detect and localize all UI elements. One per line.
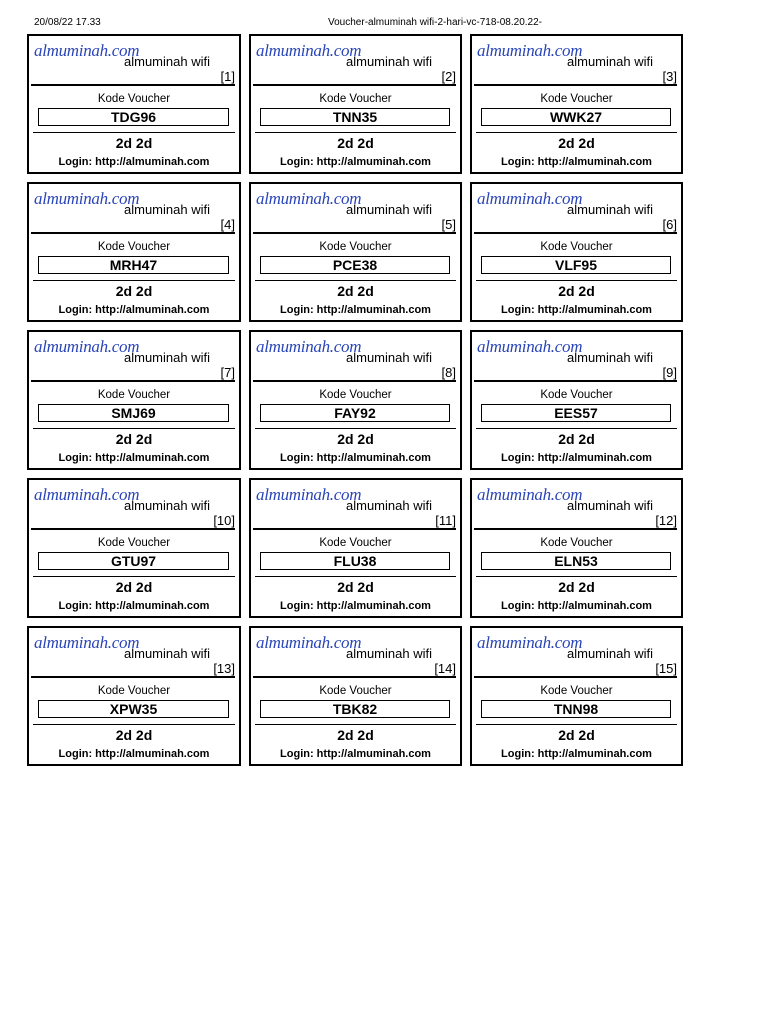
divider xyxy=(474,676,677,678)
login-url: Login: http://almuminah.com xyxy=(58,748,210,760)
voucher-duration: 2d 2d xyxy=(558,579,595,595)
wifi-name: almuminah wifi xyxy=(567,350,653,365)
voucher-duration: 2d 2d xyxy=(115,283,153,299)
voucher-number: [6] xyxy=(662,217,677,232)
voucher-card xyxy=(249,626,462,766)
login-url: Login: http://almuminah.com xyxy=(280,748,431,760)
voucher-code: FLU38 xyxy=(260,552,450,570)
wifi-name: almuminah wifi xyxy=(124,54,210,69)
voucher-code: MRH47 xyxy=(38,256,229,274)
divider xyxy=(474,380,677,382)
kode-voucher-label: Kode Voucher xyxy=(319,389,392,401)
brand-logo-text: almuminah.com xyxy=(477,41,583,60)
login-url: Login: http://almuminah.com xyxy=(501,600,652,612)
voucher-code: WWK27 xyxy=(481,108,671,126)
voucher-number: [13] xyxy=(213,661,235,676)
voucher-duration: 2d 2d xyxy=(115,727,153,743)
kode-voucher-label: Kode Voucher xyxy=(97,241,171,253)
wifi-name: almuminah wifi xyxy=(346,54,432,69)
login-url: Login: http://almuminah.com xyxy=(280,304,431,316)
brand-logo-text: almuminah.com xyxy=(256,41,362,60)
wifi-name: almuminah wifi xyxy=(567,646,653,661)
voucher-code: VLF95 xyxy=(481,256,671,274)
wifi-name: almuminah wifi xyxy=(124,350,210,365)
voucher-number: [7] xyxy=(220,365,235,380)
kode-voucher-label: Kode Voucher xyxy=(97,93,171,105)
brand-logo-text: almuminah.com xyxy=(477,337,583,356)
login-url: Login: http://almuminah.com xyxy=(58,304,210,316)
voucher-duration: 2d 2d xyxy=(115,431,153,447)
divider xyxy=(33,724,235,725)
voucher-card xyxy=(27,34,241,174)
divider xyxy=(31,676,235,678)
wifi-name: almuminah wifi xyxy=(346,646,432,661)
voucher-code: TBK82 xyxy=(260,700,450,718)
divider xyxy=(476,428,677,429)
voucher-number: [2] xyxy=(441,69,456,84)
voucher-duration: 2d 2d xyxy=(558,431,595,447)
voucher-code: XPW35 xyxy=(38,700,229,718)
kode-voucher-label: Kode Voucher xyxy=(319,685,392,697)
page-title: Voucher-almuminah wifi-2-hari-vc-718-08.20.22- xyxy=(328,17,542,28)
voucher-code: FAY92 xyxy=(260,404,450,422)
kode-voucher-label: Kode Voucher xyxy=(97,389,171,401)
voucher-number: [5] xyxy=(441,217,456,232)
voucher-card xyxy=(470,330,683,470)
wifi-name: almuminah wifi xyxy=(124,202,210,217)
divider xyxy=(253,84,456,86)
brand-logo-text: almuminah.com xyxy=(34,485,140,504)
voucher-number: [15] xyxy=(655,661,677,676)
voucher-duration: 2d 2d xyxy=(558,283,595,299)
kode-voucher-label: Kode Voucher xyxy=(540,537,613,549)
voucher-duration: 2d 2d xyxy=(115,135,153,151)
login-url: Login: http://almuminah.com xyxy=(280,156,431,168)
brand-logo-text: almuminah.com xyxy=(256,633,362,652)
kode-voucher-label: Kode Voucher xyxy=(319,537,392,549)
divider xyxy=(255,280,456,281)
voucher-card xyxy=(249,182,462,322)
brand-logo-text: almuminah.com xyxy=(34,337,140,356)
divider xyxy=(31,380,235,382)
divider xyxy=(476,576,677,577)
voucher-number: [10] xyxy=(213,513,235,528)
voucher-number: [1] xyxy=(220,69,235,84)
divider xyxy=(253,232,456,234)
voucher-card xyxy=(27,330,241,470)
divider xyxy=(33,576,235,577)
brand-logo-text: almuminah.com xyxy=(34,189,140,208)
voucher-duration: 2d 2d xyxy=(337,727,374,743)
divider xyxy=(253,676,456,678)
voucher-code: PCE38 xyxy=(260,256,450,274)
brand-logo-text: almuminah.com xyxy=(256,485,362,504)
voucher-code: SMJ69 xyxy=(38,404,229,422)
login-url: Login: http://almuminah.com xyxy=(501,156,652,168)
print-date: 20/08/22 17.33 xyxy=(34,17,101,28)
voucher-card xyxy=(470,478,683,618)
voucher-number: [14] xyxy=(434,661,456,676)
voucher-duration: 2d 2d xyxy=(337,579,374,595)
voucher-number: [4] xyxy=(220,217,235,232)
divider xyxy=(253,528,456,530)
divider xyxy=(31,528,235,530)
divider xyxy=(476,280,677,281)
voucher-card xyxy=(27,182,241,322)
voucher-number: [11] xyxy=(435,513,456,528)
voucher-duration: 2d 2d xyxy=(558,727,595,743)
voucher-duration: 2d 2d xyxy=(115,579,153,595)
wifi-name: almuminah wifi xyxy=(567,54,653,69)
voucher-card xyxy=(249,478,462,618)
divider xyxy=(255,428,456,429)
voucher-duration: 2d 2d xyxy=(337,431,374,447)
wifi-name: almuminah wifi xyxy=(124,646,210,661)
kode-voucher-label: Kode Voucher xyxy=(97,537,171,549)
kode-voucher-label: Kode Voucher xyxy=(540,93,613,105)
wifi-name: almuminah wifi xyxy=(346,498,432,513)
voucher-number: [12] xyxy=(655,513,677,528)
brand-logo-text: almuminah.com xyxy=(256,189,362,208)
voucher-code: TNN35 xyxy=(260,108,450,126)
divider xyxy=(255,576,456,577)
divider xyxy=(33,428,235,429)
divider xyxy=(33,280,235,281)
voucher-code: ELN53 xyxy=(481,552,671,570)
login-url: Login: http://almuminah.com xyxy=(501,452,652,464)
voucher-card xyxy=(470,182,683,322)
brand-logo-text: almuminah.com xyxy=(34,633,140,652)
wifi-name: almuminah wifi xyxy=(346,350,432,365)
voucher-code: TDG96 xyxy=(38,108,229,126)
divider xyxy=(33,132,235,133)
login-url: Login: http://almuminah.com xyxy=(501,304,652,316)
kode-voucher-label: Kode Voucher xyxy=(540,685,613,697)
wifi-name: almuminah wifi xyxy=(567,202,653,217)
voucher-card xyxy=(27,478,241,618)
kode-voucher-label: Kode Voucher xyxy=(319,241,392,253)
login-url: Login: http://almuminah.com xyxy=(280,452,431,464)
voucher-grid xyxy=(27,34,683,766)
divider xyxy=(476,724,677,725)
voucher-number: [8] xyxy=(441,365,456,380)
voucher-card xyxy=(470,626,683,766)
kode-voucher-label: Kode Voucher xyxy=(540,241,613,253)
brand-logo-text: almuminah.com xyxy=(477,485,583,504)
login-url: Login: http://almuminah.com xyxy=(280,600,431,612)
login-url: Login: http://almuminah.com xyxy=(58,600,210,612)
divider xyxy=(474,84,677,86)
voucher-card xyxy=(27,626,241,766)
divider xyxy=(255,132,456,133)
wifi-name: almuminah wifi xyxy=(567,498,653,513)
voucher-duration: 2d 2d xyxy=(337,283,374,299)
login-url: Login: http://almuminah.com xyxy=(58,452,210,464)
brand-logo-text: almuminah.com xyxy=(34,41,140,60)
voucher-code: TNN98 xyxy=(481,700,671,718)
voucher-card xyxy=(249,34,462,174)
login-url: Login: http://almuminah.com xyxy=(58,156,210,168)
voucher-number: [9] xyxy=(662,365,677,380)
voucher-card xyxy=(470,34,683,174)
brand-logo-text: almuminah.com xyxy=(477,189,583,208)
divider xyxy=(255,724,456,725)
kode-voucher-label: Kode Voucher xyxy=(540,389,613,401)
kode-voucher-label: Kode Voucher xyxy=(319,93,392,105)
voucher-duration: 2d 2d xyxy=(337,135,374,151)
voucher-card xyxy=(249,330,462,470)
divider xyxy=(31,232,235,234)
voucher-duration: 2d 2d xyxy=(558,135,595,151)
wifi-name: almuminah wifi xyxy=(346,202,432,217)
divider xyxy=(476,132,677,133)
divider xyxy=(474,232,677,234)
wifi-name: almuminah wifi xyxy=(124,498,210,513)
voucher-number: [3] xyxy=(662,69,677,84)
login-url: Login: http://almuminah.com xyxy=(501,748,652,760)
divider xyxy=(31,84,235,86)
kode-voucher-label: Kode Voucher xyxy=(97,685,171,697)
brand-logo-text: almuminah.com xyxy=(256,337,362,356)
voucher-code: EES57 xyxy=(481,404,671,422)
voucher-code: GTU97 xyxy=(38,552,229,570)
divider xyxy=(474,528,677,530)
brand-logo-text: almuminah.com xyxy=(477,633,583,652)
divider xyxy=(253,380,456,382)
